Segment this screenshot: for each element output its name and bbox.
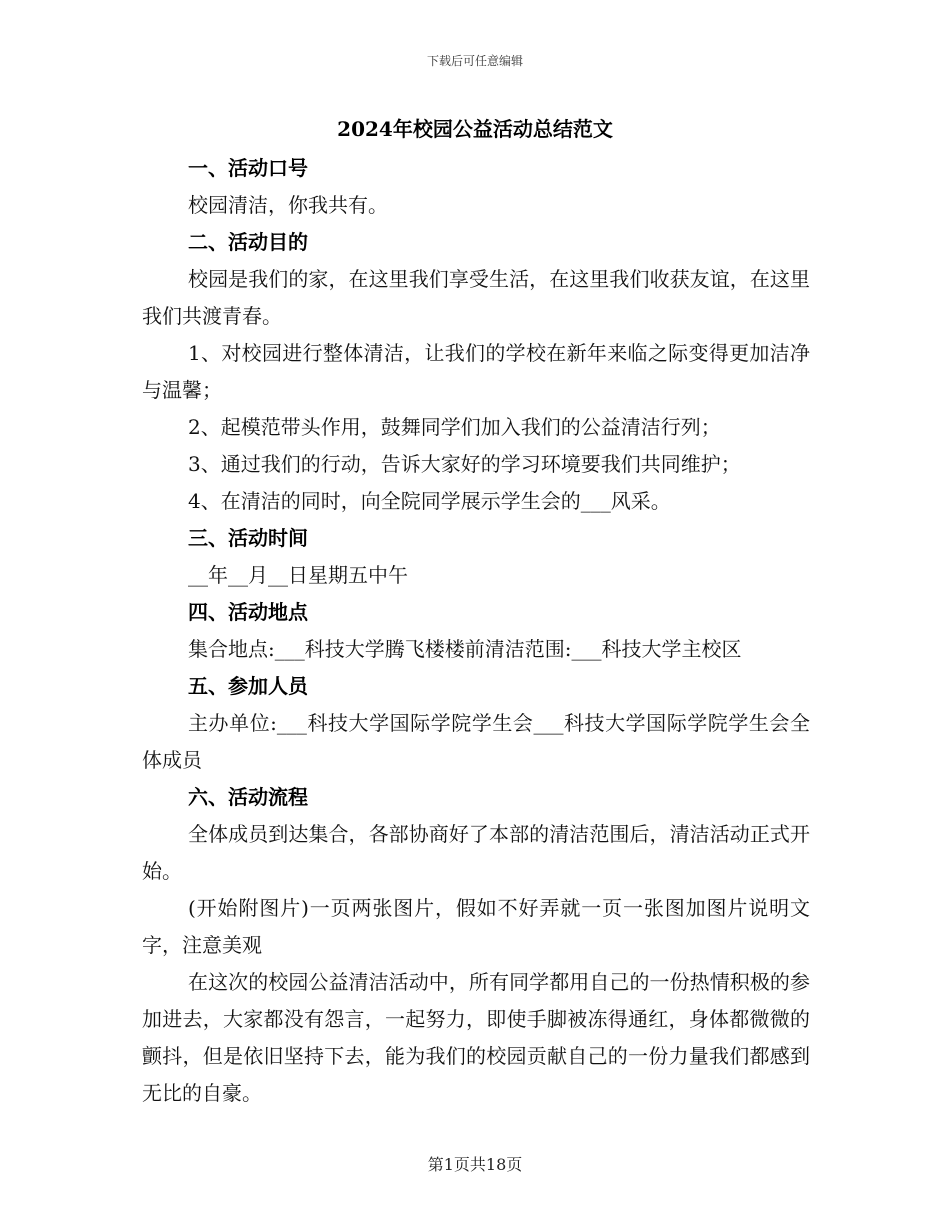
paragraph: 2、起模范带头作用，鼓舞同学们加入我们的公益清洁行列； — [188, 415, 721, 439]
section-heading: 五、参加人员 — [188, 674, 308, 698]
section-heading: 二、活动目的 — [188, 230, 308, 254]
section-time — [142, 520, 810, 594]
paragraph: 在这次的校园公益清洁活动中，所有同学都用自己的一份热情积极的参加进去，大家都没有怨言，一起努力，即使手脚被冻得通红，身体都微微的颤抖，但是依旧坚持下去，能为我们的校园贡献自己的一份力量我们都感到无比的自豪。 — [142, 970, 810, 1105]
paragraph: 4、在清洁的同时，向全院同学展示学生会的___风采。 — [188, 489, 671, 513]
section-participants — [142, 668, 810, 779]
paragraph: 主办单位:___科技大学国际学院学生会___科技大学国际学院学生会全体成员 — [142, 711, 810, 772]
paragraph: 3、通过我们的行动，告诉大家好的学习环境要我们共同维护； — [188, 452, 741, 476]
document-title: 2024年校园公益活动总结范文 — [337, 117, 613, 141]
page-number: 第1页共18页 — [427, 1155, 523, 1174]
paragraph: (开始附图片)一页两张图片，假如不好弄就一页一张图加图片说明文字，注意美观 — [142, 896, 810, 957]
paragraph: 校园是我们的家，在这里我们享受生活，在这里我们收获友谊，在这里我们共渡青春。 — [142, 267, 810, 328]
section-heading: 四、活动地点 — [188, 600, 308, 624]
paragraph: __年__月__日星期五中午 — [188, 563, 408, 587]
section-slogan — [142, 150, 810, 224]
paragraph: 1、对校园进行整体清洁，让我们的学校在新年来临之际变得更加洁净与温馨； — [142, 341, 810, 402]
section-heading: 六、活动流程 — [188, 785, 308, 809]
section-purpose — [142, 224, 810, 520]
section-heading: 三、活动时间 — [188, 526, 308, 550]
document-body — [142, 150, 810, 1112]
section-process — [142, 779, 810, 1112]
paragraph: 校园清洁，你我共有。 — [188, 193, 388, 217]
paragraph: 全体成员到达集合，各部协商好了本部的清洁范围后，清洁活动正式开始。 — [142, 822, 810, 883]
paragraph: 集合地点:___科技大学腾飞楼楼前清洁范围:___科技大学主校区 — [188, 637, 742, 661]
section-location — [142, 594, 810, 668]
page-header-note: 下载后可任意编辑 — [426, 54, 523, 68]
section-heading: 一、活动口号 — [188, 156, 308, 180]
